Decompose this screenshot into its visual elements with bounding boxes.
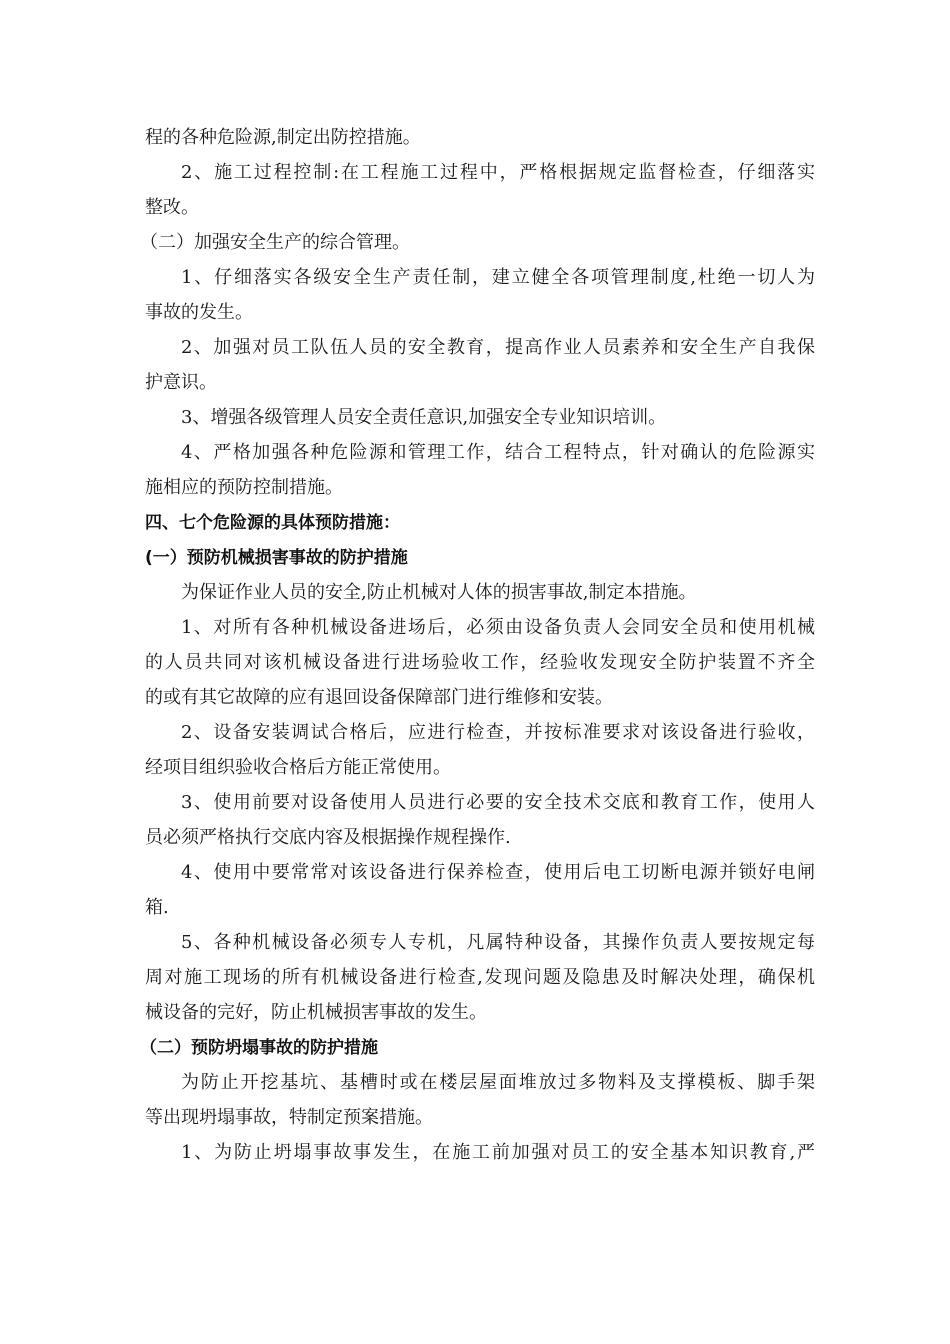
text-line: 为保证作业人员的安全,防止机械对人体的损害事故,制定本措施。	[181, 582, 697, 603]
subsection-heading: (一）预防机械损害事故的防护措施	[145, 548, 408, 568]
text-line: 为防止开挖基坑、基槽时或在楼层屋面堆放过多物料及支撑模板、脚手架	[181, 1072, 815, 1093]
text-line: 2、加强对员工队伍人员的安全教育，提高作业人员素养和安全生产自我保	[181, 337, 815, 358]
text-line: 3、使用前要对设备使用人员进行必要的安全技术交底和教育工作，使用人	[181, 792, 815, 813]
text-line: 经项目组织验收合格后方能正常使用。	[145, 757, 451, 778]
text-line: 的人员共同对该机械设备进行进场验收工作，经验收发现安全防护装置不齐全	[145, 652, 815, 673]
text-line: 程的各种危险源,制定出防控措施。	[145, 127, 421, 148]
text-line: 箱.	[145, 897, 169, 918]
text-line: 5、各种机械设备必须专人专机，凡属特种设备，其操作负责人要按规定每	[181, 932, 815, 953]
text-line: 4、使用中要常常对该设备进行保养检查，使用后电工切断电源并锁好电闸	[181, 862, 815, 883]
text-line: 2、施工过程控制:在工程施工过程中，严格根据规定监督检查，仔细落实	[181, 162, 815, 183]
text-line: 施相应的预防控制措施。	[145, 477, 343, 498]
text-line: 1、为防止坍塌事故事发生，在施工前加强对员工的安全基本知识教育,严	[181, 1142, 815, 1163]
chapter-heading: 四、七个危险源的具体预防措施：	[145, 513, 400, 533]
text-line: 的或有其它故障的应有退回设备保障部门进行维修和安装。	[145, 687, 613, 708]
text-line: 1、对所有各种机械设备进场后，必须由设备负责人会同安全员和使用机械	[181, 617, 815, 638]
section-heading: （二）加强安全生产的综合管理。	[140, 232, 410, 253]
text-line: 事故的发生。	[145, 302, 253, 323]
text-line: 1、仔细落实各级安全生产责任制，建立健全各项管理制度,杜绝一切人为	[181, 267, 815, 288]
subsection-heading: （二）预防坍塌事故的防护措施	[140, 1038, 378, 1058]
text-line: 员必须严格执行交底内容及根据操作规程操作.	[145, 827, 511, 848]
text-line: 2、设备安装调试合格后，应进行检查，并按标准要求对该设备进行验收，	[181, 722, 815, 743]
text-line: 周对施工现场的所有机械设备进行检查,发现问题及隐患及时解决处理，确保机	[145, 967, 815, 988]
text-line: 等出现坍塌事故，特制定预案措施。	[145, 1107, 433, 1128]
text-line: 3、增强各级管理人员安全责任意识,加强安全专业知识培训。	[181, 407, 667, 428]
text-line: 4、严格加强各种危险源和管理工作，结合工程特点，针对确认的危险源实	[181, 442, 815, 463]
text-line: 整改。	[145, 197, 199, 218]
text-line: 护意识。	[145, 372, 217, 393]
text-line: 械设备的完好，防止机械损害事故的发生。	[145, 1002, 487, 1023]
